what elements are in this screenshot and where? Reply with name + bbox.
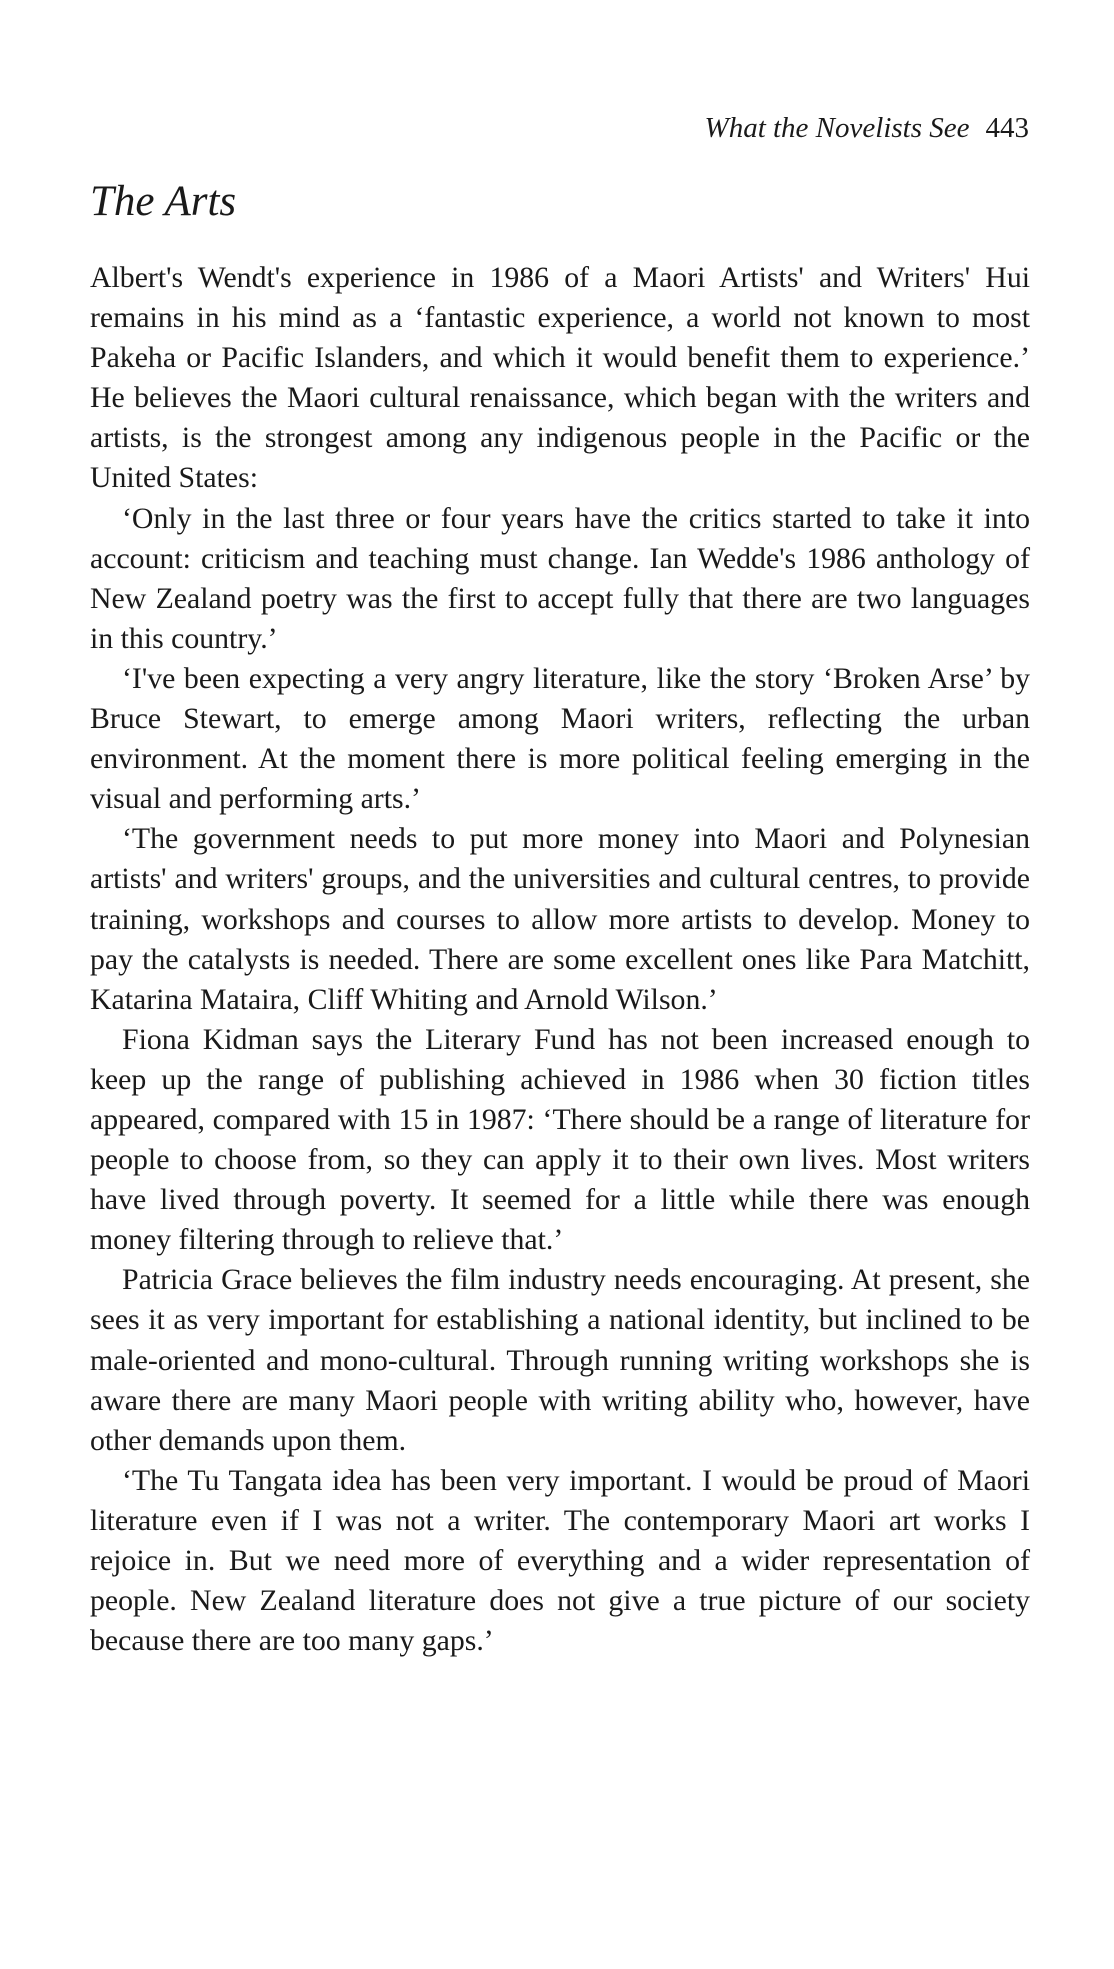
paragraph: ‘Only in the last three or four years have the critics started to take it into account: criticism and teaching must change. Ian Wedde's 1986 anthology of New Zealand poetry was the first to accept fully that there are two languages in this country.’ [90,501,1030,655]
running-head [705,108,1029,148]
paragraph: Fiona Kidman says the Literary Fund has not been increased enough to keep up the range of publishing achieved in 1986 when 30 fiction titles appeared, compared with 15 in 1987: ‘There should be a range of literature for people to choose from, so they can apply it to their own lives. Most writers have lived through poverty. It seemed for a little while there was enough money filtering through to relieve that.’ [90,1022,1030,1257]
paragraph: Patricia Grace believes the film industry needs encouraging. At present, she sees it as very important for establishing a national identity, but inclined to be male-oriented and mono-cultural. Through running writing workshops she is aware there are many Maori people with writing ability who, however, have other demands upon them. [90,1263,1030,1457]
body-text [90,258,1030,1661]
section-heading: The Arts [90,178,237,225]
paragraph: ‘The Tu Tangata idea has been very important. I would be proud of Maori literature even if I was not a writer. The contemporary Maori art works I rejoice in. But we need more of everything and a wider representation of people. New Zealand literature does not give a true picture of our society because there are too many gaps.’ [90,1463,1030,1658]
running-head-title: What the Novelists See [704,112,970,144]
paragraph: ‘The government needs to put more money into Maori and Polynesian artists' and writers' groups, and the universities and cultural centres, to provide training, workshops and courses to allow more artists to develop. Money to pay the catalysts is needed. There are some excellent ones like Para Matchitt, Katarina Mataira, Cliff Whiting and Arnold Wilson.’ [90,822,1030,1016]
paragraph: Albert's Wendt's experience in 1986 of a Maori Artists' and Writers' Hui remains in his mind as a ‘fantastic experience, a world not known to most Pakeha or Pacific Islanders, and which it would benefit them to experience.’ He believes the Maori cultural renaissance, which began with the writers and artists, is the strongest among any indigenous people in the Pacific or the United States: [90,261,1030,495]
paragraph: ‘I've been expecting a very angry literature, like the story ‘Broken Arse’ by Bruce Stewart, to emerge among Maori writers, reflecting the urban environment. At the moment there is more political feeling emerging in the visual and performing arts.’ [90,661,1030,816]
page-number: 443 [985,112,1029,144]
